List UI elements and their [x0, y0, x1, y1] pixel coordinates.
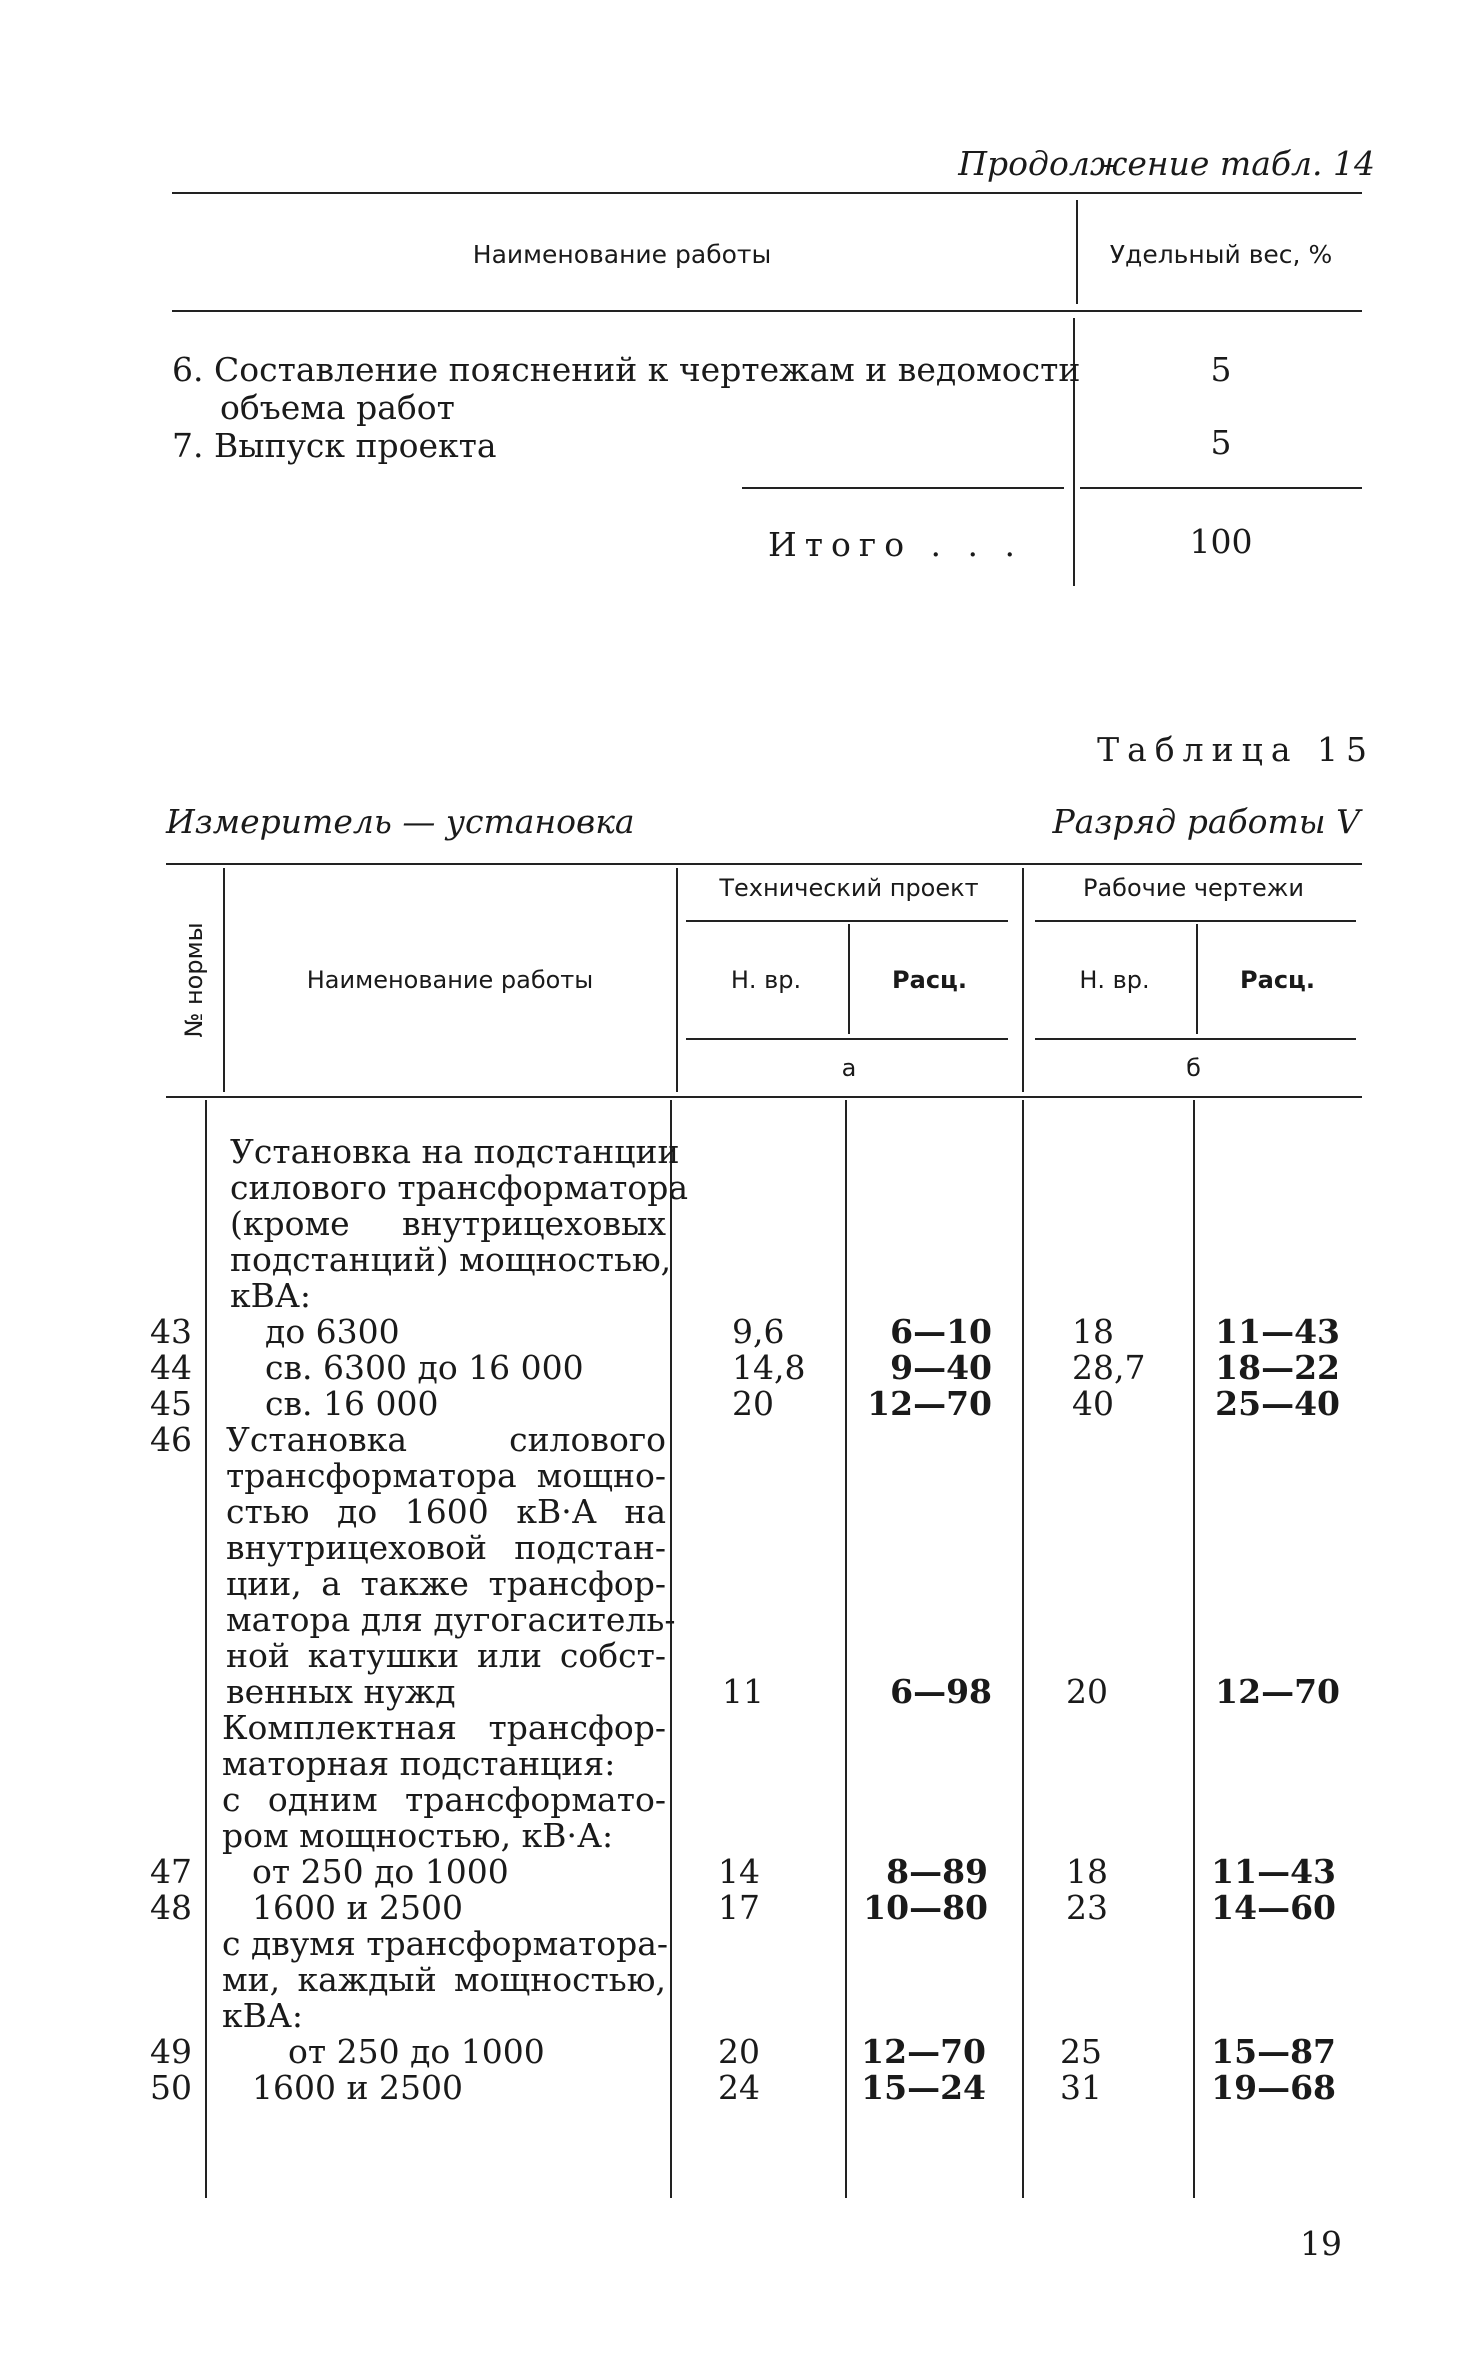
table15-body-divider-work — [1193, 1100, 1195, 2198]
table-row-name: св. 6300 до 16 000 — [265, 1348, 584, 1387]
table-row-time-a: 14 — [718, 1852, 760, 1891]
table15-title: Таблица 15 — [1097, 730, 1375, 769]
table15-header-time-a: Н. вр. — [730, 966, 802, 994]
table15-grade: Разряд работы V — [1052, 802, 1360, 841]
group2-line: с одним трансформато- — [222, 1780, 666, 1819]
table15-header-tech-project: Технический проект — [719, 874, 979, 902]
table-row-name: 1600 и 2500 — [252, 2068, 463, 2107]
row46-line: ной катушки или собст- — [226, 1636, 666, 1675]
table-row-rate-a: 6—98 — [890, 1672, 992, 1711]
table15-tech-sub-rule — [686, 920, 1008, 922]
table-row-rate-a: 12—70 — [861, 2032, 986, 2071]
table-row-name: св. 16 000 — [265, 1384, 439, 1423]
group3-line: с двумя трансформатора- — [222, 1924, 669, 1963]
table-row-rate-b: 12—70 — [1215, 1672, 1340, 1711]
table-row-time-a: 20 — [718, 2032, 760, 2071]
table14-header-divider — [1076, 200, 1078, 304]
table15-header-divider-groups — [1022, 868, 1024, 1092]
table15-header-rate-b: Расц. — [1240, 966, 1315, 994]
table15-header-col-a: а — [841, 1054, 857, 1082]
table-row-num: 44 — [150, 1348, 192, 1387]
table-row-time-b: 28,7 — [1072, 1348, 1146, 1387]
group3-line: кВА: — [222, 1996, 303, 2035]
table15-header-divider-num — [223, 868, 225, 1092]
table14-row7-line1: 7. Выпуск проекта — [172, 426, 497, 465]
group2-line: маторная подстанция: — [222, 1744, 616, 1783]
table15-measure: Измеритель — установка — [166, 802, 635, 841]
table-row-num: 43 — [150, 1312, 192, 1351]
page-number: 19 — [1300, 2224, 1342, 2263]
table-row-time-a: 14,8 — [732, 1348, 806, 1387]
table-row-time-b: 25 — [1060, 2032, 1102, 2071]
row46-line: венных нужд — [226, 1672, 456, 1711]
row46-line: стью до 1600 кВ·А на — [226, 1492, 666, 1531]
group1-line: Установка на подстанции — [230, 1132, 680, 1171]
table-row-time-a: 11 — [722, 1672, 764, 1711]
group1-line: кВА: — [230, 1276, 311, 1315]
table14-top-rule — [172, 192, 1362, 194]
table14-total-rule-right — [1080, 487, 1362, 489]
table15-header-time-b: Н. вр. — [1079, 966, 1150, 994]
row46-line: трансформатора мощно- — [226, 1456, 666, 1495]
table-row-time-b: 23 — [1066, 1888, 1108, 1927]
table-row-time-b: 18 — [1072, 1312, 1114, 1351]
group1-line: силового трансформатора — [230, 1168, 689, 1207]
row46-line: внутрицеховой подстан- — [226, 1528, 666, 1567]
table-row-rate-a: 10—80 — [863, 1888, 988, 1927]
table-row-rate-b: 14—60 — [1211, 1888, 1336, 1927]
table15-header-divider-work — [1196, 924, 1198, 1034]
table-row-num: 49 — [150, 2032, 192, 2071]
table15-body-divider-tech — [845, 1100, 847, 2198]
table14-row6-line1: 6. Составление пояснений к чертежам и ведомости — [172, 350, 1081, 389]
table-row-num: 50 — [150, 2068, 192, 2107]
group2-line: Комплектная трансфор- — [222, 1708, 666, 1747]
table-row-rate-a: 6—10 — [890, 1312, 992, 1351]
group1-line: (кроме внутрицеховых — [230, 1204, 666, 1243]
table-row-num: 46 — [150, 1420, 192, 1459]
table14-continuation: Продолжение табл. 14 — [958, 144, 1375, 183]
group3-line: ми, каждый мощностью, — [222, 1960, 666, 1999]
table-row-time-a: 24 — [718, 2068, 760, 2107]
table-row-time-b: 31 — [1060, 2068, 1102, 2107]
table-row-time-a: 20 — [732, 1384, 774, 1423]
table-row-rate-a: 9—40 — [890, 1348, 992, 1387]
row46-line: ции, а также трансфор- — [226, 1564, 666, 1603]
table15-tech-ab-rule — [686, 1038, 1008, 1040]
table-row-rate-b: 19—68 — [1211, 2068, 1336, 2107]
table15-work-sub-rule — [1035, 920, 1356, 922]
table15-header-divider-tech — [848, 924, 850, 1034]
table-row-time-b: 40 — [1072, 1384, 1114, 1423]
table-row-rate-b: 11—43 — [1215, 1312, 1340, 1351]
table15-top-rule — [166, 863, 1362, 865]
table15-header-bottom-rule — [166, 1096, 1362, 1098]
table14-total-rule-left — [742, 487, 1064, 489]
table-row-rate-b: 18—22 — [1215, 1348, 1340, 1387]
table15-header-rate-a: Расц. — [892, 966, 967, 994]
table14-row6-value: 5 — [1210, 350, 1232, 389]
table14-total-value: 100 — [1189, 522, 1253, 561]
table14-header-rule — [172, 310, 1362, 312]
table15-header-norm-no: № нормы — [180, 922, 208, 1038]
table15-work-ab-rule — [1035, 1038, 1356, 1040]
table-row-name: от 250 до 1000 — [252, 1852, 509, 1891]
table-row-rate-b: 11—43 — [1211, 1852, 1336, 1891]
table-row-name: 1600 и 2500 — [252, 1888, 463, 1927]
table-row-time-b: 20 — [1066, 1672, 1108, 1711]
table15-body-divider-num — [205, 1100, 207, 2198]
table-row-rate-b: 15—87 — [1211, 2032, 1336, 2071]
table-row-rate-a: 12—70 — [867, 1384, 992, 1423]
table14-total-label: Итого . . . — [768, 525, 1023, 564]
group2-line: ром мощностью, кВ·А: — [222, 1816, 614, 1855]
table14-header-weight: Удельный вес, % — [1109, 240, 1333, 269]
table-row-rate-a: 15—24 — [861, 2068, 986, 2107]
table15-body-divider-groups — [1022, 1100, 1024, 2198]
row46-line: матора для дугогаситель- — [226, 1600, 676, 1639]
table15-header-working-drawings: Рабочие чертежи — [1083, 874, 1304, 902]
table-row-num: 48 — [150, 1888, 192, 1927]
table-row-time-a: 9,6 — [732, 1312, 785, 1351]
table-row-num: 45 — [150, 1384, 192, 1423]
row46-line: Установка силового — [226, 1420, 666, 1459]
table15-header-name: Наименование работы — [306, 966, 594, 994]
table14-header-name: Наименование работы — [472, 240, 772, 269]
table-row-name: до 6300 — [265, 1312, 400, 1351]
table-row-name: от 250 до 1000 — [288, 2032, 545, 2071]
table-row-time-b: 18 — [1066, 1852, 1108, 1891]
group1-line: подстанций) мощностью, — [230, 1240, 672, 1279]
table-row-rate-b: 25—40 — [1215, 1384, 1340, 1423]
table-row-num: 47 — [150, 1852, 192, 1891]
table14-row7-value: 5 — [1210, 423, 1232, 462]
table14-row6-line2: объема работ — [220, 388, 455, 427]
table-row-time-a: 17 — [718, 1888, 760, 1927]
table15-header-col-b: б — [1186, 1054, 1201, 1082]
table-row-rate-a: 8—89 — [886, 1852, 988, 1891]
